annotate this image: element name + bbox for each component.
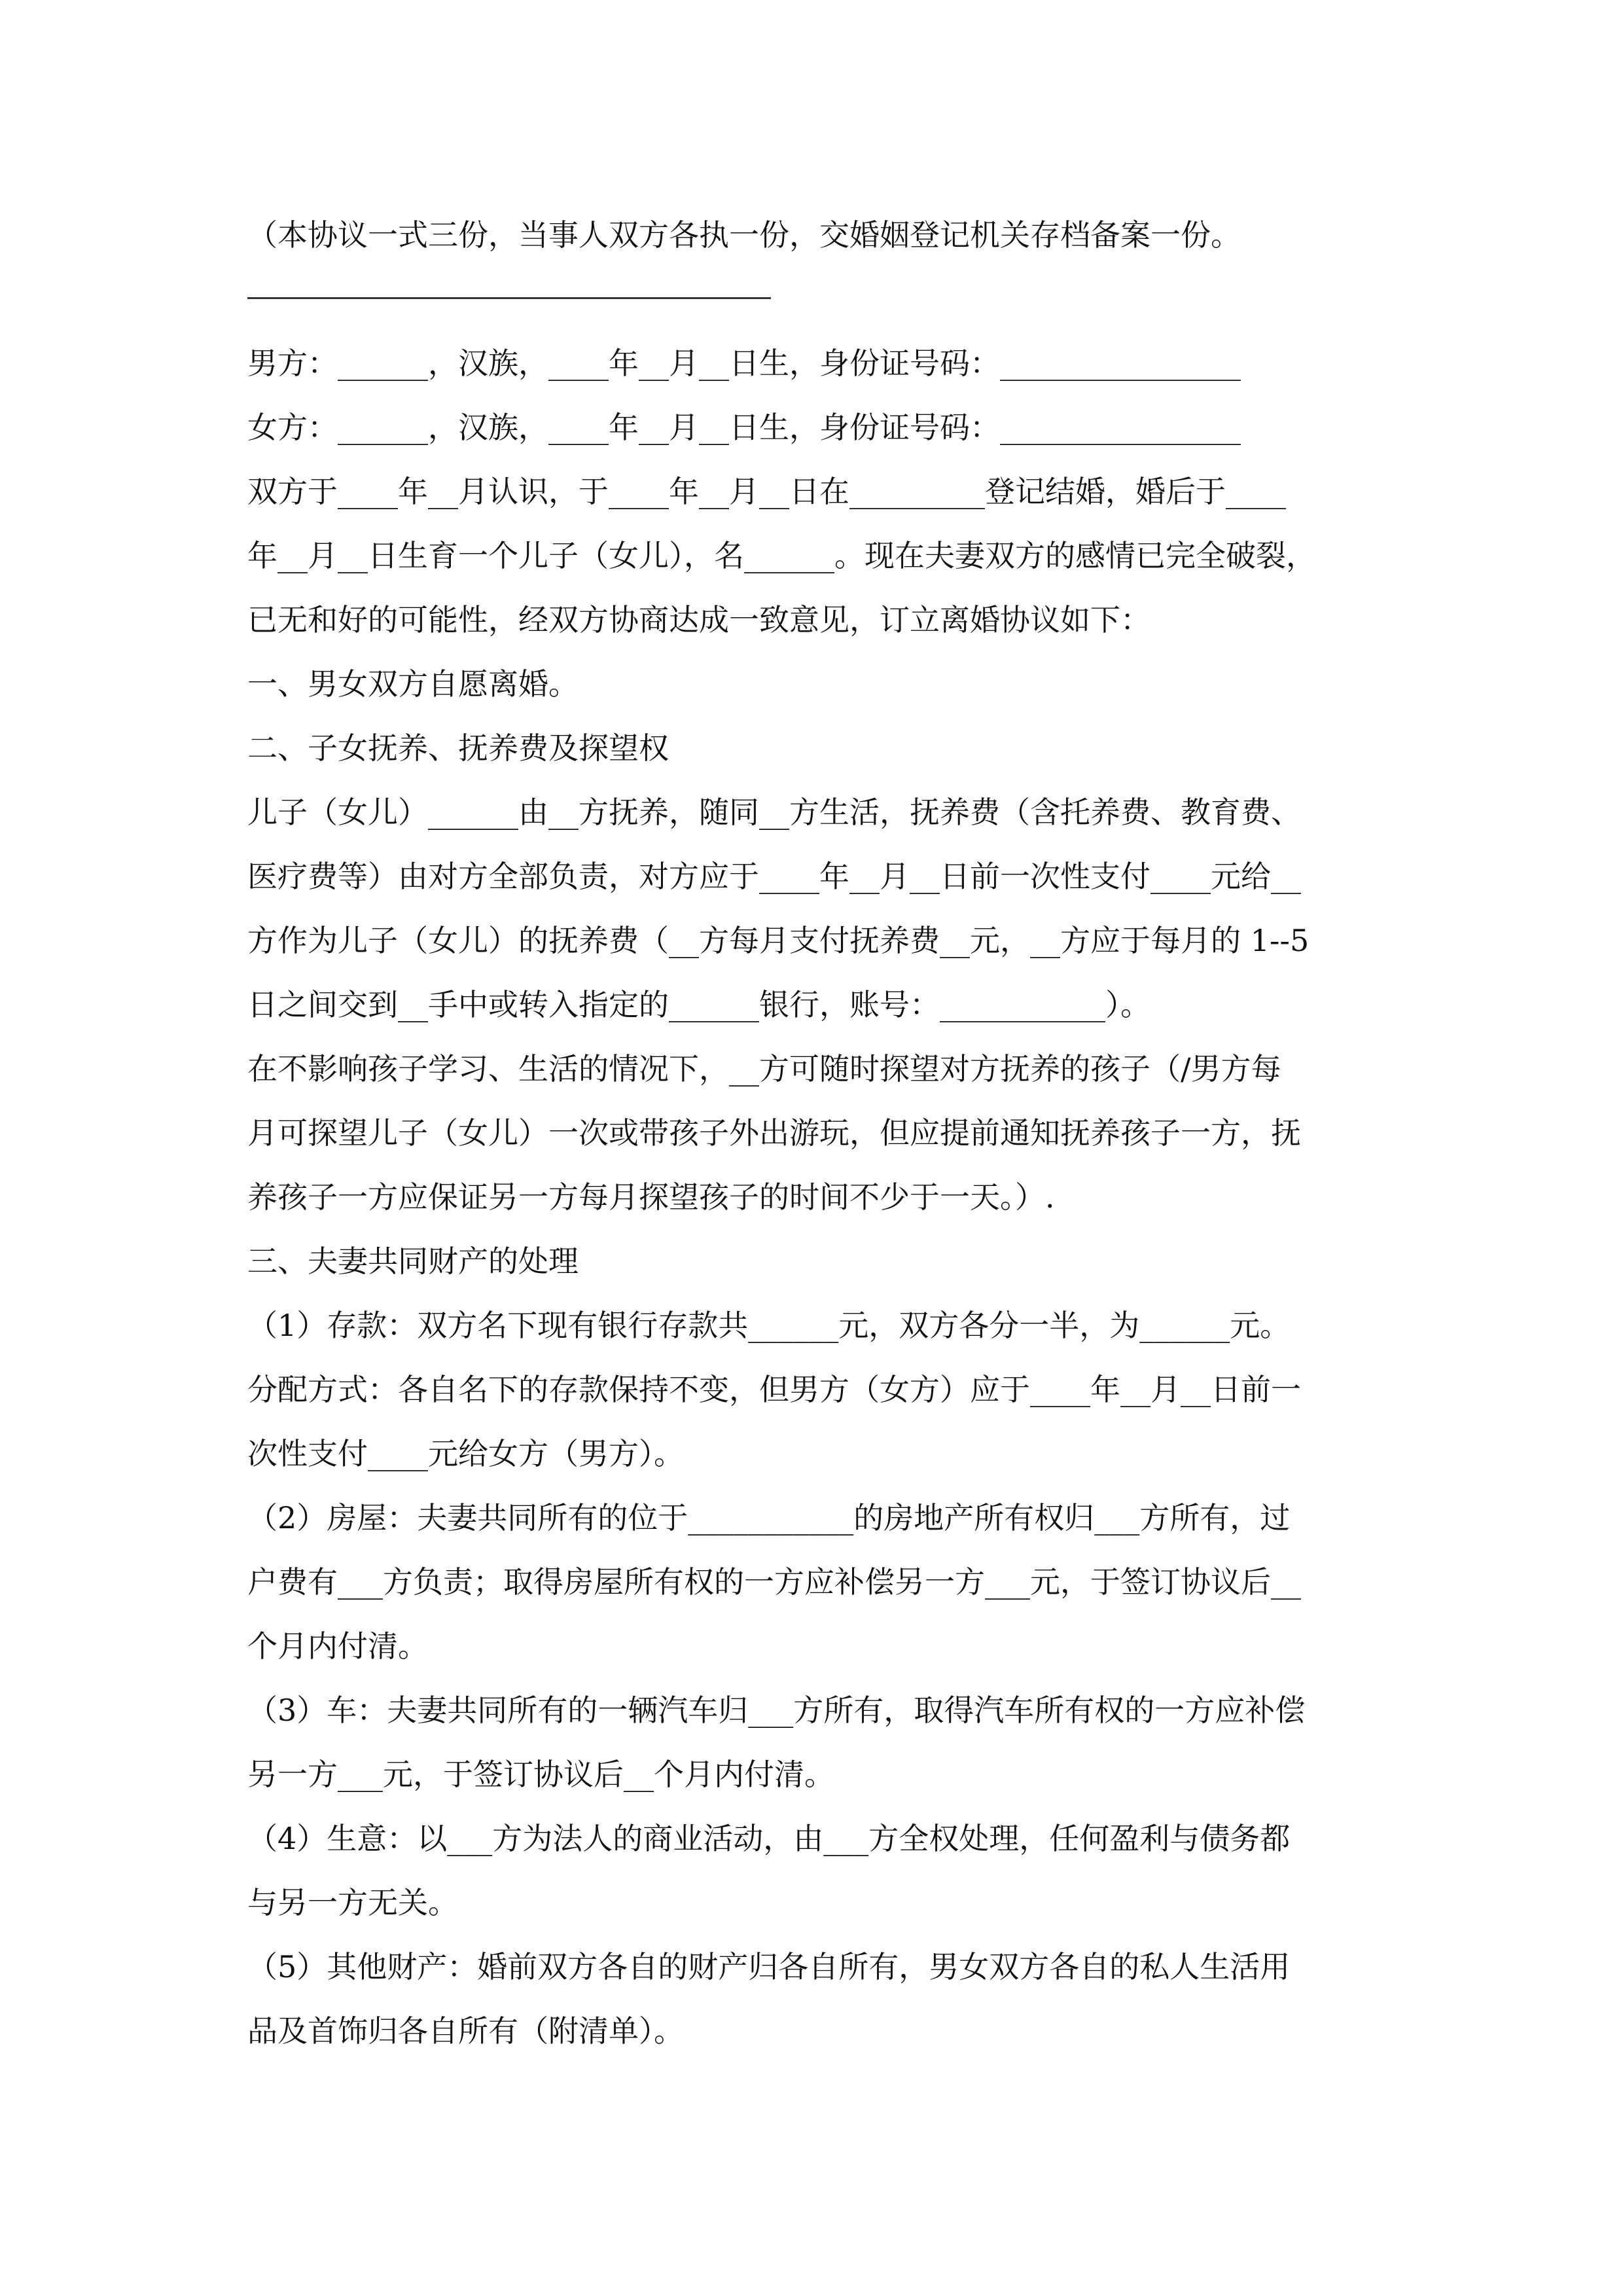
house-paragraph-line: （2）房屋：夫妻共同所有的位于___________的房地产所有权归___方所有，过 xyxy=(247,1500,1291,1535)
custody-paragraph-line: 方作为儿子（女儿）的抚养费（__方每月支付抚养费__元，__方应于每月的 1--5 xyxy=(247,923,1310,958)
other-property-paragraph-line: （5）其他财产：婚前双方各自的财产归各自所有，男女双方各自的私人生活用 xyxy=(247,1949,1291,1984)
savings-paragraph-line: 分配方式：各自名下的存款保持不变，但男方（女方）应于____年__月__日前一 xyxy=(247,1372,1301,1407)
visitation-paragraph-line: 在不影响孩子学习、生活的情况下，__方可随时探望对方抚养的孩子（/男方每 xyxy=(247,1051,1281,1086)
visitation-paragraph-line: 月可探望儿子（女儿）一次或带孩子外出游玩，但应提前通知抚养孩子一方，抚 xyxy=(247,1115,1301,1151)
section-heading-divorce: 一、男女双方自愿离婚。 xyxy=(247,666,579,702)
custody-paragraph-line: 日之间交到__手中或转入指定的______银行，账号：___________）。 xyxy=(247,987,1150,1022)
document-body xyxy=(247,203,1399,2063)
house-paragraph-line: 个月内付清。 xyxy=(247,1628,428,1664)
visitation-paragraph-line: 养孩子一方应保证另一方每月探望孩子的时间不少于一天。）. xyxy=(247,1179,1055,1215)
savings-paragraph-line: 次性支付____元给女方（男方）。 xyxy=(247,1436,684,1471)
separator-rule xyxy=(247,267,1399,331)
section-heading-custody: 二、子女抚养、抚养费及探望权 xyxy=(247,730,669,766)
savings-paragraph-line: （1）存款：双方名下现有银行存款共______元，双方各分一半，为______元。 xyxy=(247,1308,1291,1343)
house-paragraph-line: 户费有___方负责；取得房屋所有权的一方应补偿另一方___元，于签订协议后__ xyxy=(247,1564,1301,1600)
separator-line xyxy=(247,297,771,299)
male-party-line: 男方：______，汉族，____年__月__日生，身份证号码：________________ xyxy=(247,346,1241,381)
custody-paragraph-line: 医疗费等）由对方全部负责，对方应于____年__月__日前一次性支付____元给__ xyxy=(247,859,1301,894)
intro-paragraph-line: 双方于____年__月认识，于____年__月__日在_________登记结婚，婚后于____ xyxy=(247,474,1286,509)
car-paragraph-line: （3）车：夫妻共同所有的一辆汽车归___方所有，取得汽车所有权的一方应补偿 xyxy=(247,1693,1306,1728)
other-property-paragraph-line: 品及首饰归各自所有（附清单）。 xyxy=(247,2013,684,2049)
intro-paragraph-line: 年__月__日生育一个儿子（女儿），名______。现在夫妻双方的感情已完全破裂， xyxy=(247,538,1316,573)
section-heading-property: 三、夫妻共同财产的处理 xyxy=(247,1244,579,1279)
female-party-line: 女方：______，汉族，____年__月__日生，身份证号码：________________ xyxy=(247,410,1241,445)
car-paragraph-line: 另一方___元，于签订协议后__个月内付清。 xyxy=(247,1757,834,1792)
business-paragraph-line: 与另一方无关。 xyxy=(247,1885,458,1920)
business-paragraph-line: （4）生意：以___方为法人的商业活动，由___方全权处理，任何盈利与债务都 xyxy=(247,1821,1291,1856)
intro-paragraph-line: 已无和好的可能性，经双方协商达成一致意见，订立离婚协议如下： xyxy=(247,602,1150,637)
custody-paragraph-line: 儿子（女儿）______由__方抚养，随同__方生活，抚养费（含托养费、教育费、 xyxy=(247,795,1301,830)
copies-note: （本协议一式三份，当事人双方各执一份，交婚姻登记机关存档备案一份。 xyxy=(247,217,1241,253)
